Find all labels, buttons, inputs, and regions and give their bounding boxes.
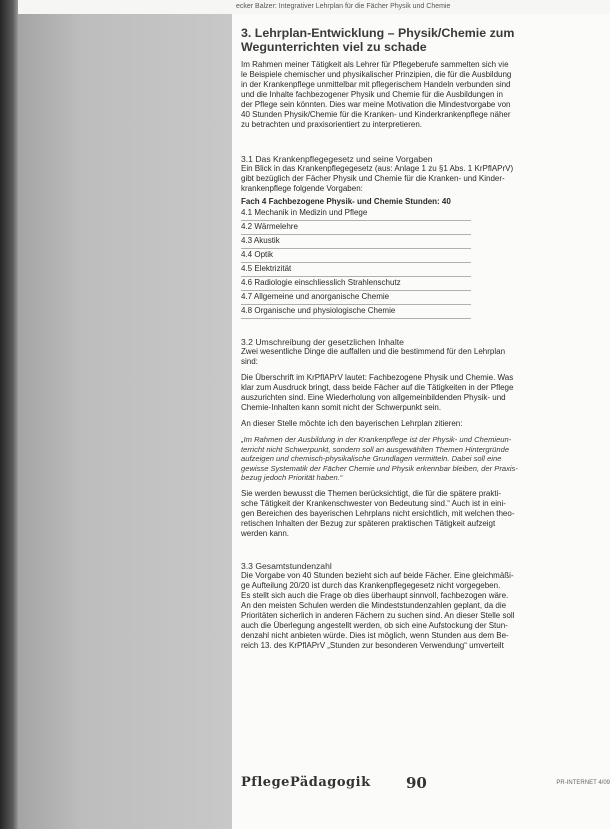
- text-line: der Pflege sein könnten. Dies war meine Motivation die Mindestvorgabe von: [241, 100, 511, 109]
- text-line: Zwei wesentliche Dinge die auffallen und die bestimmend für den Lehrplan: [241, 347, 506, 356]
- list-item: 4.8 Organische und physiologische Chemie: [241, 305, 471, 319]
- list-item: 4.1 Mechanik in Medizin und Pflege: [241, 207, 471, 221]
- text-line: Prioritäten sicherlich in anderen Fächern zu suchen sind. An dieser Stelle soll: [241, 610, 515, 620]
- chapter-title: [241, 26, 610, 54]
- text-line: Sie werden bewusst die Themen berücksichtigt, die für die spätere prakti-: [241, 488, 501, 498]
- issue-label: PR-INTERNET 4/09: [556, 780, 610, 786]
- quote-line: bezug jedoch Priorität haben.“: [241, 473, 343, 483]
- text-line: Es stellt sich auch die Frage ob dies überhaupt sinnvoll, fachbezogen wäre.: [241, 590, 509, 600]
- page-margin: [18, 12, 232, 829]
- journal-logo: PflegePädagogik: [241, 775, 371, 790]
- text-line: retischen Inhalten der Bezug zur späteren praktischen Tätigkeit aufzeigt: [241, 518, 496, 528]
- section-3-1: [241, 154, 610, 319]
- text-line: denzahl nicht anbieten würde. Dies ist möglich, wenn Stunden aus dem Be-: [241, 630, 509, 640]
- fach-heading: Fach 4 Fachbezogene Physik- und Chemie Stunden: 40: [241, 197, 451, 206]
- quote-line: terricht nicht Schwerpunkt, sondern soll an ausgewählten Themen Hintergründe: [241, 444, 510, 454]
- text-line: ge Aufteilung 20/20 ist durch das Krankenpflegegesetz nicht vorgegeben.: [241, 580, 501, 590]
- text-line: auszurichten sind. Eine Wiederholung von allgemeinbildenden Physik- und: [241, 393, 506, 402]
- section-3-3: [241, 561, 610, 651]
- text-line: Im Rahmen meiner Tätigkeit als Lehrer für Pflegeberufe sammelten sich vie: [241, 60, 509, 69]
- text-line: und die Inhalte fachbezogener Physik und Chemie für die Ausbildungen in: [241, 90, 503, 99]
- text-line: 40 Stunden Physik/Chemie für die Kranken- und Kinderkrankenpflege näher: [241, 110, 511, 119]
- quote-line: gewisse Systematik der Fächer Chemie und Physik erkennbar bleiben, der Praxis-: [241, 463, 518, 473]
- list-item: 4.7 Allgemeine und anorganische Chemie: [241, 291, 471, 305]
- list-item: 4.4 Optik: [241, 249, 471, 263]
- text-line: reich 13. des KrPflAPrV „Stunden zur besonderen Verwendung“ umverteilt: [241, 640, 504, 650]
- article-body: [241, 26, 610, 651]
- list-item: 4.2 Wärmelehre: [241, 221, 471, 235]
- page-footer: [241, 775, 610, 795]
- list-item: 4.6 Radiologie einschliesslich Strahlenschutz: [241, 277, 471, 291]
- text-line: Ein Blick in das Krankenpflegegesetz (aus: Anlage 1 zu §1 Abs. 1 KrPflAPrV): [241, 164, 514, 173]
- page-number: 90: [406, 774, 427, 792]
- title-line: Wegunterrichten viel zu schade: [241, 40, 427, 54]
- title-line: 3. Lehrplan-Entwicklung – Physik/Chemie zum: [241, 26, 515, 40]
- text-line: auch die Überlegung angestellt werden, ob sich eine Aufstockung der Stun-: [241, 620, 508, 630]
- text-line: klar zum Ausdruck bringt, dass beide Fächer auf die Tätigkeiten in der Pflege: [241, 383, 514, 392]
- text-line: sche Tätigkeit der Krankenschwester von Bedeutung sind.“ Auch ist in eini-: [241, 498, 506, 508]
- book-binding-shadow: [0, 0, 18, 829]
- text-line: Die Überschrift im KrPflAPrV lautet: Fachbezogene Physik und Chemie. Was: [241, 373, 514, 382]
- intro-paragraph: [241, 60, 610, 130]
- text-line: le Beispiele chemischer und physikalischer Prinzipien, die für die Ausbildung: [241, 70, 512, 79]
- quote-line: aufzeigen und chemisch-physikalische Grundlagen vermitteln. Dabei soll eine: [241, 454, 502, 464]
- text-line: zu betrachten und praxisorientiert zu interpretieren.: [241, 120, 422, 129]
- section-heading: 3.1 Das Krankenpflegegesetz und seine Vorgaben: [241, 154, 433, 164]
- section-heading: 3.2 Umschreibung der gesetzlichen Inhalte: [241, 337, 404, 347]
- quote-block: [241, 435, 610, 483]
- text-line: krankenpflege folgende Vorgaben:: [241, 184, 363, 193]
- text-line: An den meisten Schulen werden die Mindeststundenzahlen geplant, da die: [241, 600, 507, 610]
- text-line: gen Bereichen des bayerischen Lehrplans nicht ersichtlich, mit welchen theo-: [241, 508, 515, 518]
- running-head: ecker Balzer: Integrativer Lehrplan für die Fächer Physik und Chemie: [236, 3, 451, 10]
- text-line: in der Krankenpflege unmittelbar mit pflegerischem Handeln verbunden sind: [241, 80, 511, 89]
- quote-line: „Im Rahmen der Ausbildung in der Krankenpflege ist der Physik- und Chemieun-: [241, 435, 512, 444]
- list-item: 4.3 Akustik: [241, 235, 471, 249]
- text-line: Chemie-Inhalten kann somit nicht der Schwerpunkt sein.: [241, 403, 442, 412]
- section-heading: 3.3 Gesamtstundenzahl: [241, 560, 332, 571]
- text-line: werden kann.: [241, 528, 290, 538]
- section-3-2: [241, 337, 610, 539]
- text-line: Die Vorgabe von 40 Stunden bezieht sich auf beide Fächer. Eine gleichmäßi-: [241, 570, 514, 580]
- text-line: sind:: [241, 357, 258, 366]
- text-line: An dieser Stelle möchte ich den bayerischen Lehrplan zitieren:: [241, 419, 463, 428]
- list-item: 4.5 Elektrizität: [241, 263, 471, 277]
- text-line: gibt bezüglich der Fächer Physik und Chemie für die Kranken- und Kinder-: [241, 174, 505, 183]
